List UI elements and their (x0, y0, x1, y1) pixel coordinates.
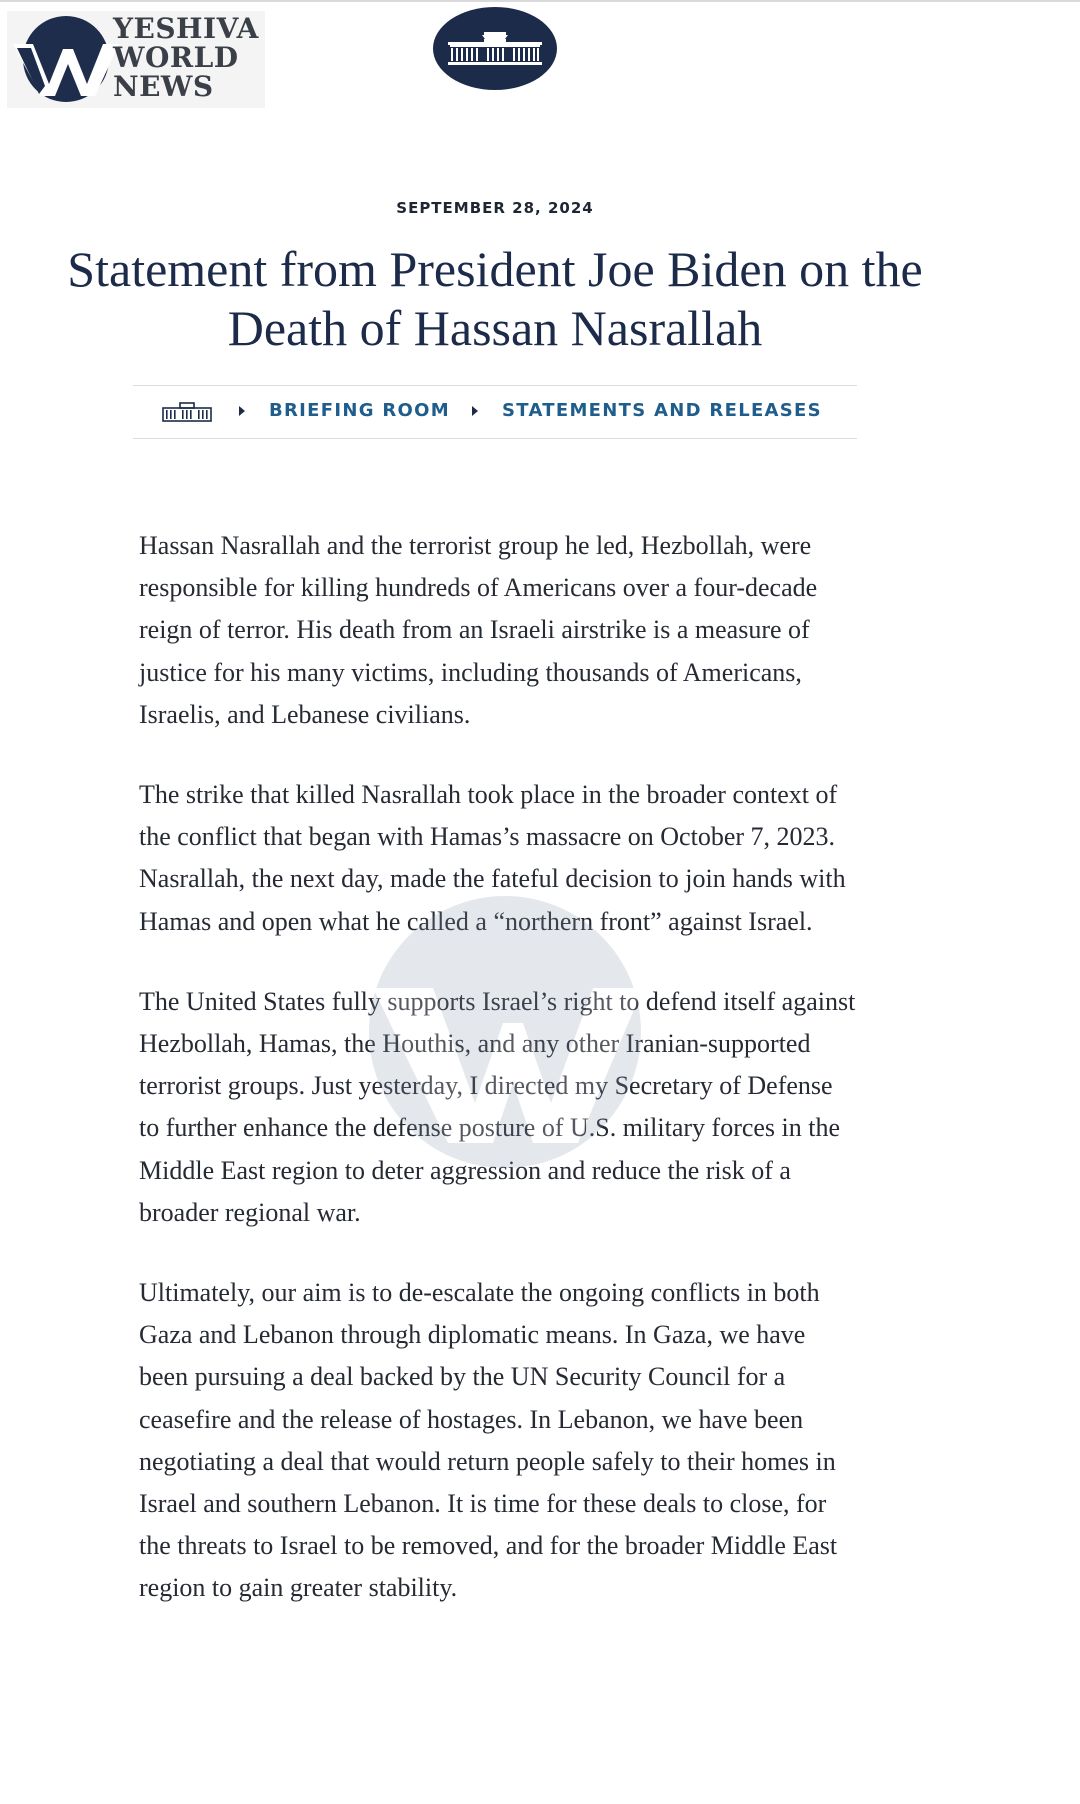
breadcrumb-statements-and-releases[interactable]: STATEMENTS AND RELEASES (502, 400, 822, 421)
caret-right-icon (472, 406, 478, 416)
paragraph-1: Hassan Nasrallah and the terrorist group he led, Hezbollah, were responsible for killing hundreds of Americans over a four-decade reign of terror. His death from an Israeli airstrike is a measure of justice for his many victims, including thousands of Americans, Israelis, and Lebanese civilians. (139, 531, 818, 729)
ywn-line-3: NEWS (113, 70, 214, 103)
page-title: Statement from President Joe Biden on the Death of Hassan Nasrallah (67, 241, 923, 356)
article-body (139, 525, 859, 1648)
ywn-w-icon (11, 14, 121, 104)
top-border-line (0, 0, 1080, 2)
caret-right-icon (239, 406, 245, 416)
ywn-line-1: YESHIVA (113, 12, 259, 45)
white-house-home-icon[interactable] (161, 400, 213, 424)
paragraph-4: Ultimately, our aim is to de-escalate the ongoing conflicts in both Gaza and Lebanon through diplomatic means. In Gaza, we have been pursuing a deal backed by the UN Security Council for a ceasefire and the release of hostages. In Lebanon, we have been negotiating a deal that would return people safely to their homes in Israel and southern Lebanon. It is time for these deals to close, for the threats to Israel to be removed, and for the broader Middle East region to gain greater stability. (139, 1278, 838, 1603)
white-house-seal-icon[interactable] (432, 6, 558, 91)
breadcrumb (133, 385, 857, 439)
ywn-line-2: WORLD (113, 41, 239, 74)
paragraph-2: The strike that killed Nasrallah took place in the broader context of the conflict that began with Hamas’s massacre on October 7, 2023. Nasrallah, the next day, made the fateful decision to join hands with Hamas and open what he called a “northern front” against Israel. (139, 780, 846, 936)
ywn-logo[interactable] (7, 11, 265, 108)
ywn-wordmark (113, 14, 263, 101)
paragraph-3: The United States fully supports Israel’s right to defend itself against Hezbollah, Hamas, the Houthis, and any other Iranian-supported terrorist groups. Just yesterday, I directed my Secretary of Defense to further enhance the defense posture of U.S. military forces in the Middle East region to deter aggression and reduce the risk of a broader regional war. (139, 986, 856, 1227)
breadcrumb-briefing-room[interactable]: BRIEFING ROOM (269, 400, 450, 421)
article-date: SEPTEMBER 28, 2024 (396, 199, 594, 217)
